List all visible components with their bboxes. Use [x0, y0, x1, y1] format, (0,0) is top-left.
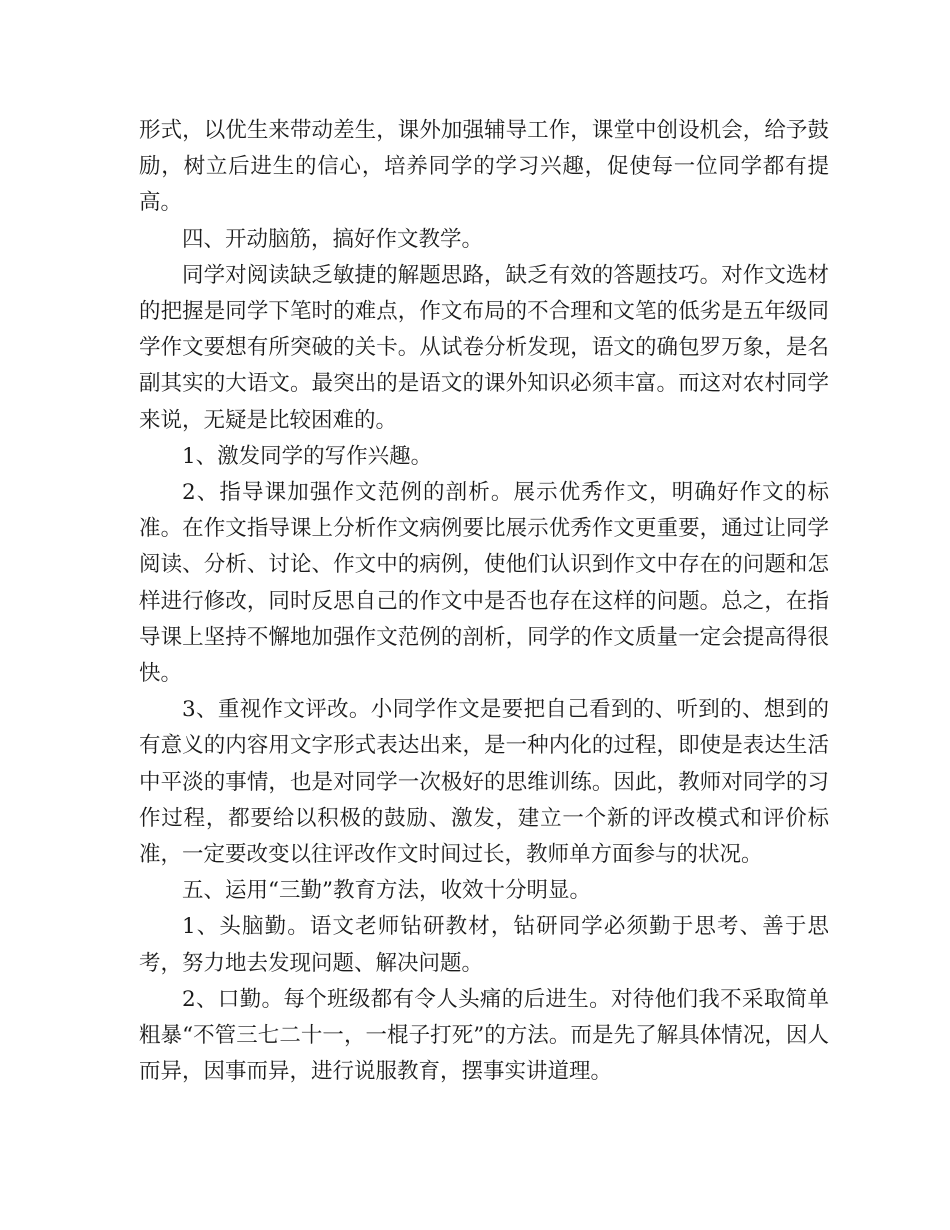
document-body: [139, 113, 829, 1090]
heading-section-four: 四、开动脑筋，搞好作文教学。: [182, 226, 484, 252]
item-composition-review: 3、重视作文评改。小同学作文是要把自己看到的、听到的、想到的有意义的内容用文字形式表达出来，是一种内化的过程，即使是表达生活中平淡的事情，也是对同学一次极好的思维训练。因此，教师对同学的习作过程，都要给以积极的鼓励、激发，建立一个新的评改模式和评价标准，一定要改变以往评改作文时间过长，教师单方面参与的状况。: [139, 697, 829, 868]
item-diligent-mind: 1、头脑勤。语文老师钻研教材，钻研同学必须勤于思考、善于思考，努力地去发现问题、解决问题。: [139, 914, 829, 976]
paragraph-reading-analysis: 同学对阅读缺乏敏捷的解题思路，缺乏有效的答题技巧。对作文选材的把握是同学下笔时的难点，作文布局的不合理和文笔的低劣是五年级同学作文要想有所突破的关卡。从试卷分析发现，语文的确包罗万象，是名副其实的大语文。最突出的是语文的课外知识必须丰富。而这对农村同学来说，无疑是比较困难的。: [139, 262, 829, 433]
item-example-analysis: 2、指导课加强作文范例的剖析。展示优秀作文，明确好作文的标准。在作文指导课上分析作文病例要比展示优秀作文更重要，通过让同学阅读、分析、讨论、作文中的病例，使他们认识到作文中存在的问题和怎样进行修改，同时反思自己的作文中是否也存在这样的问题。总之，在指导课上坚持不懈地加强作文范例的剖析，同学的作文质量一定会提高得很快。: [139, 480, 829, 687]
heading-section-five: 五、运用“三勤”教育方法，收效十分明显。: [182, 878, 591, 904]
item-diligent-speech: 2、口勤。每个班级都有令人头痛的后进生。对待他们我不采取简单粗暴“不管三七二十一，一棍子打死”的方法。而是先了解具体情况，因人而异，因事而异，进行说服教育，摆事实讲道理。: [139, 986, 829, 1085]
paragraph-continuation: 形式，以优生来带动差生，课外加强辅导工作，课堂中创设机会，给予鼓励，树立后进生的信心，培养同学的学习兴趣，促使每一位同学都有提高。: [139, 118, 829, 216]
item-writing-interest: 1、激发同学的写作兴趣。: [182, 443, 433, 469]
